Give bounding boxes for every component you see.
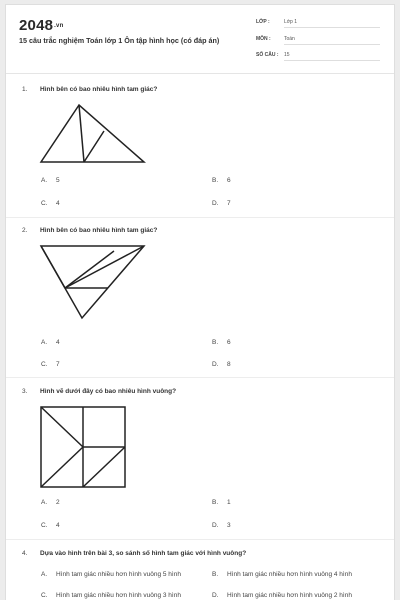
question-text: Dựa vào hình trên bài 3, so sánh số hình tam giác với hình vuông?	[40, 550, 247, 557]
question-separator	[6, 377, 394, 378]
option-a[interactable]: A. Hình tam giác nhiều hơn hình vuông 5 hình	[41, 571, 181, 578]
worksheet-page	[5, 4, 395, 600]
figure-triangles-1	[36, 101, 151, 167]
question-separator	[6, 217, 394, 218]
header-divider	[6, 73, 394, 74]
option-c[interactable]: C. Hình tam giác nhiều hơn hình vuông 3 hình	[41, 592, 181, 599]
option-c[interactable]: C. 7	[41, 361, 60, 368]
option-a[interactable]: A. 2	[41, 499, 60, 506]
site-logo[interactable]: 2048.vn	[19, 17, 64, 34]
question-text: Hình vẽ dưới đây có bao nhiêu hình vuông?	[40, 388, 177, 395]
worksheet-title: 15 câu trắc nghiệm Toán lớp 1 Ôn tập hình học (có đáp án)	[19, 36, 220, 45]
question-text: Hình bên có bao nhiêu hình tam giác?	[40, 227, 158, 234]
meta-label-count: SỐ CÂU :	[256, 52, 279, 58]
figure-triangles-2	[36, 241, 151, 323]
option-b[interactable]: B. 6	[212, 339, 231, 346]
option-b[interactable]: B. 6	[212, 177, 231, 184]
option-d[interactable]: D. 7	[212, 200, 231, 207]
question-number: 3.	[22, 388, 28, 395]
meta-value-count: 15	[284, 52, 380, 61]
option-a[interactable]: A. 4	[41, 339, 60, 346]
option-d[interactable]: D. Hình tam giác nhiều hơn hình vuông 2 hình	[212, 592, 352, 599]
question-number: 1.	[22, 86, 28, 93]
option-a[interactable]: A. 5	[41, 177, 60, 184]
worksheet-header	[6, 5, 394, 71]
meta-label-class: LỚP :	[256, 19, 270, 25]
meta-label-subject: MÔN :	[256, 36, 271, 42]
meta-value-subject: Toán	[284, 36, 380, 45]
question-number: 2.	[22, 227, 28, 234]
option-c[interactable]: C. 4	[41, 200, 60, 207]
figure-squares-3	[36, 402, 131, 492]
question-number: 4.	[22, 550, 28, 557]
question-text: Hình bên có bao nhiêu hình tam giác?	[40, 86, 158, 93]
option-b[interactable]: B. Hình tam giác nhiều hơn hình vuông 4 hình	[212, 571, 352, 578]
option-c[interactable]: C. 4	[41, 522, 60, 529]
option-b[interactable]: B. 1	[212, 499, 231, 506]
option-d[interactable]: D. 8	[212, 361, 231, 368]
meta-value-class: Lớp 1	[284, 19, 380, 28]
question-separator	[6, 539, 394, 540]
option-d[interactable]: D. 3	[212, 522, 231, 529]
